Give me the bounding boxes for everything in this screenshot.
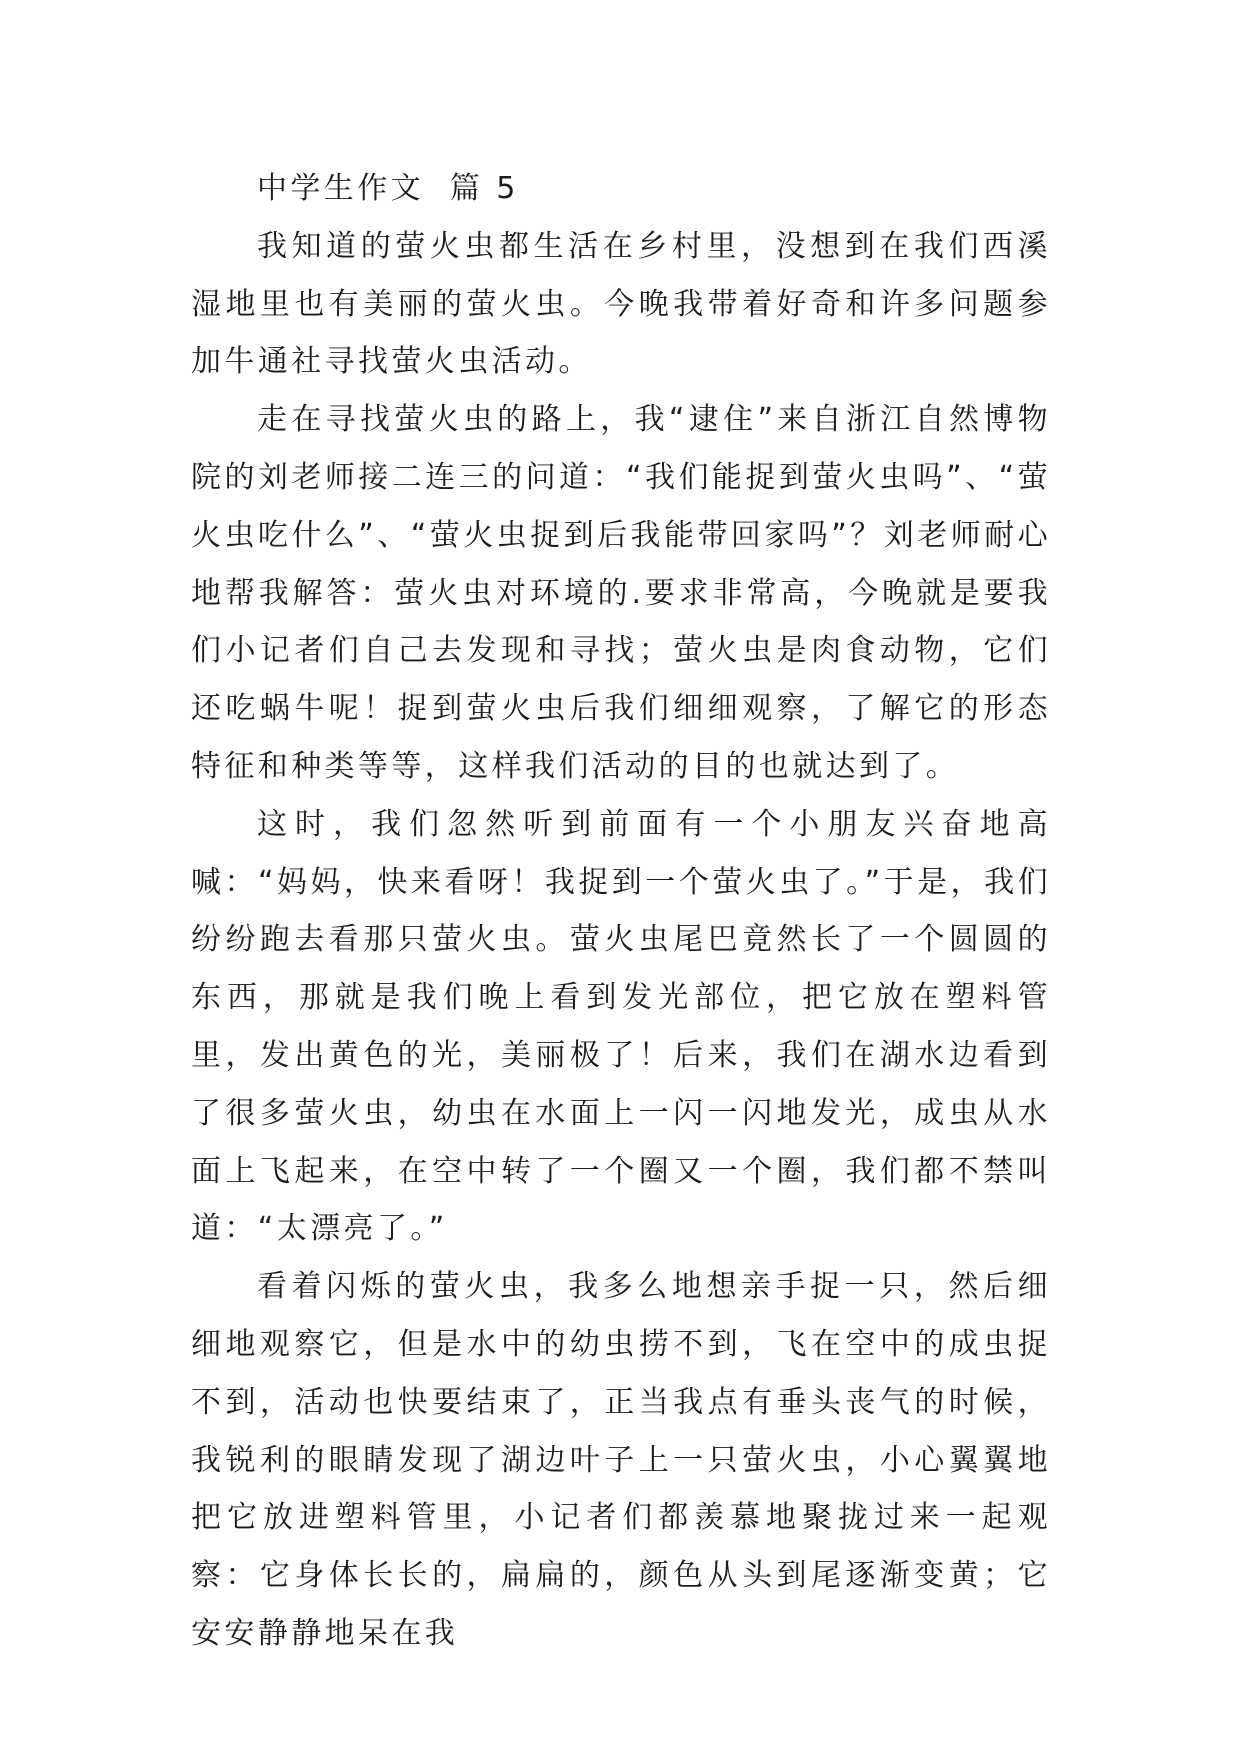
paragraph-1: 我知道的萤火虫都生活在乡村里，没想到在我们西溪湿地里也有美丽的萤火虫。今晚我带着好奇和许多问题参加牛通社寻找萤火虫活动。	[191, 228, 1051, 380]
paragraph-3: 这时，我们忽然听到前面有一个小朋友兴奋地高喊：“妈妈，快来看呀！我捉到一个萤火虫了。”于是，我们纷纷跑去看那只萤火虫。萤火虫尾巴竟然长了一个圆圆的东西，那就是我们晚上看到发光部位，把它放在塑料管里，发出黄色的光，美丽极了！后来，我们在湖水边看到了很多萤火虫，幼虫在水面上一闪一闪地发光，成虫从水面上飞起来，在空中转了一个圈又一个圈，我们都不禁叫道：“太漂亮了。”	[191, 806, 1051, 1247]
paragraph-2: 走在寻找萤火虫的路上，我“逮住”来自浙江自然博物院的刘老师接二连三的问道：“我们能捉到萤火虫吗”、“萤火虫吃什么”、“萤火虫捉到后我能带回家吗”？刘老师耐心地帮我解答：萤火虫对环境的.要求非常高，今晚就是要我们小记者们自己去发现和寻找；萤火虫是肉食动物，它们还吃蜗牛呢！捉到萤火虫后我们细细观察，了解它的形态特征和种类等等，这样我们活动的目的也就达到了。	[191, 402, 1051, 784]
essay-title: 中学生作文 篇 5	[257, 171, 519, 206]
essay-body	[191, 160, 1051, 1663]
paragraph-4: 看着闪烁的萤火虫，我多么地想亲手捉一只，然后细细地观察它，但是水中的幼虫捞不到，飞在空中的成虫捉不到，活动也快要结束了，正当我点有垂头丧气的时候，我锐利的眼睛发现了湖边叶子上一只萤火虫，小心翼翼地把它放进塑料管里，小记者们都羡慕地聚拢过来一起观察：它身体长长的，扁扁的，颜色从头到尾逐渐变黄；它安安静静地呆在我	[191, 1269, 1051, 1651]
